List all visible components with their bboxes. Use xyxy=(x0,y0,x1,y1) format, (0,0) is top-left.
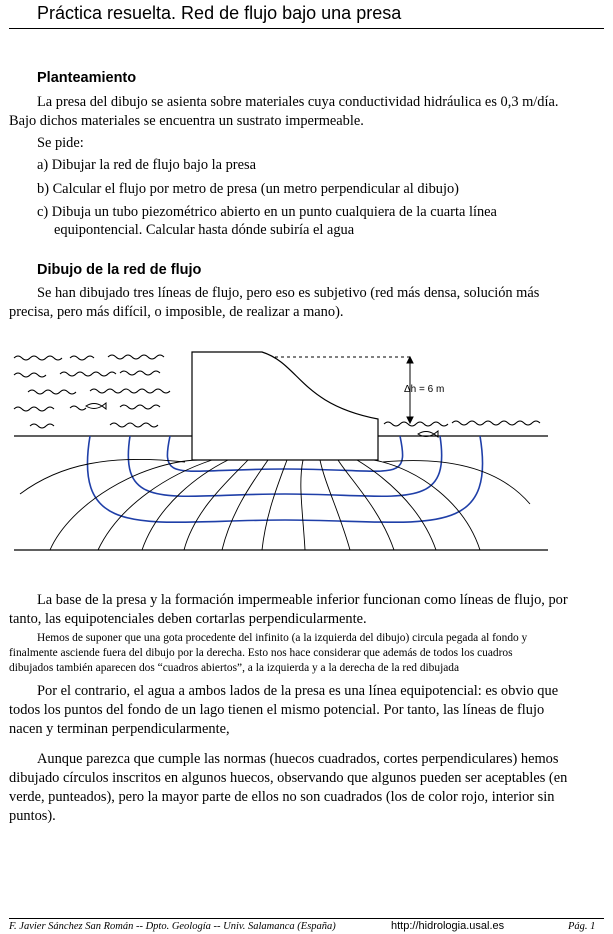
upstream-water-waves xyxy=(14,355,170,428)
flow-net-diagram xyxy=(0,344,613,559)
equipotential-lines xyxy=(20,459,530,550)
header-divider xyxy=(9,28,604,29)
body-p2-line-3: nacen y terminan perpendicularmente, xyxy=(9,721,230,737)
body-p2-line-1: Por el contrario, el agua a ambos lados de la presa es una línea equipotencial: es obvio que xyxy=(37,683,559,699)
body-p2-line-2: todos los puntos del fondo de un lago tienen el mismo potencial. Por tanto, las líneas de flujo xyxy=(9,702,545,718)
note-line-2: finalmente asciende fuera del dibujo por la derecha. Esto nos hace considerar que además de todos los cuadros xyxy=(9,647,513,659)
task-c-line-2: equipontencial. Calcular hasta dónde subiría el agua xyxy=(54,222,355,238)
intro-line-2: Bajo dichos materiales se encuentra un sustrato impermeable. xyxy=(9,113,364,129)
head-difference-label: Δh = 6 m xyxy=(404,384,445,395)
body-p1-line-1: La base de la presa y la formación impermeable inferior funcionan como líneas de flujo, por xyxy=(37,592,568,608)
downstream-water-waves xyxy=(384,421,540,426)
body-p1-line-2: tanto, las equipotenciales deben cortarlas perpendicularmente. xyxy=(9,611,367,627)
intro-line-1: La presa del dibujo se asienta sobre materiales cuya conductividad hidráulica es 0,3 m/día. xyxy=(37,94,559,110)
note-line-3: dibujados también aparecen dos “cuadros abiertos”, a la izquierda y a la derecha de la red dibujada xyxy=(9,662,460,674)
se-pide-label: Se pide: xyxy=(37,135,84,151)
note-line-1: Hemos de suponer que una gota procedente del infinito (a la izquierda del dibujo) circula pegada al fondo y xyxy=(37,632,528,644)
dibujo-para-line-2: precisa, pero más difícil, o imposible, de realizar a mano). xyxy=(9,304,344,320)
page-header-title: Práctica resuelta. Red de flujo bajo una presa xyxy=(37,3,402,23)
dam-body xyxy=(192,352,378,460)
task-a: a) Dibujar la red de flujo bajo la presa xyxy=(37,157,256,173)
body-p3-line-2: dibujado círculos inscritos en algunos huecos, observando que algunos pueden ser aceptables (en xyxy=(9,770,568,786)
footer-divider xyxy=(9,918,604,919)
footer-url-link[interactable]: http://hidrologia.usal.es xyxy=(391,920,505,932)
heading-planteamiento: Planteamiento xyxy=(37,70,137,86)
body-p3-line-1: Aunque parezca que cumple las normas (huecos cuadrados, cortes perpendiculares) hemos xyxy=(37,751,559,767)
footer-author: F. Javier Sánchez San Román -- Dpto. Geología -- Univ. Salamanca (España) xyxy=(9,921,336,932)
body-p3-line-4: puntos). xyxy=(9,808,56,824)
task-c-line-1: c) Dibuja un tubo piezométrico abierto en un punto cualquiera de la cuarta línea xyxy=(37,204,497,220)
task-b: b) Calcular el flujo por metro de presa (un metro perpendicular al dibujo) xyxy=(37,181,459,197)
heading-dibujo: Dibujo de la red de flujo xyxy=(37,262,202,278)
dibujo-para-line-1: Se han dibujado tres líneas de flujo, pero eso es subjetivo (red más densa, solución más xyxy=(37,285,540,301)
footer-page-number: Pág. 1 xyxy=(568,921,596,932)
body-p3-line-3: verde, punteados), pero la mayor parte de ellos no son cuadrados (los de color rojo, interior sin xyxy=(9,789,555,805)
